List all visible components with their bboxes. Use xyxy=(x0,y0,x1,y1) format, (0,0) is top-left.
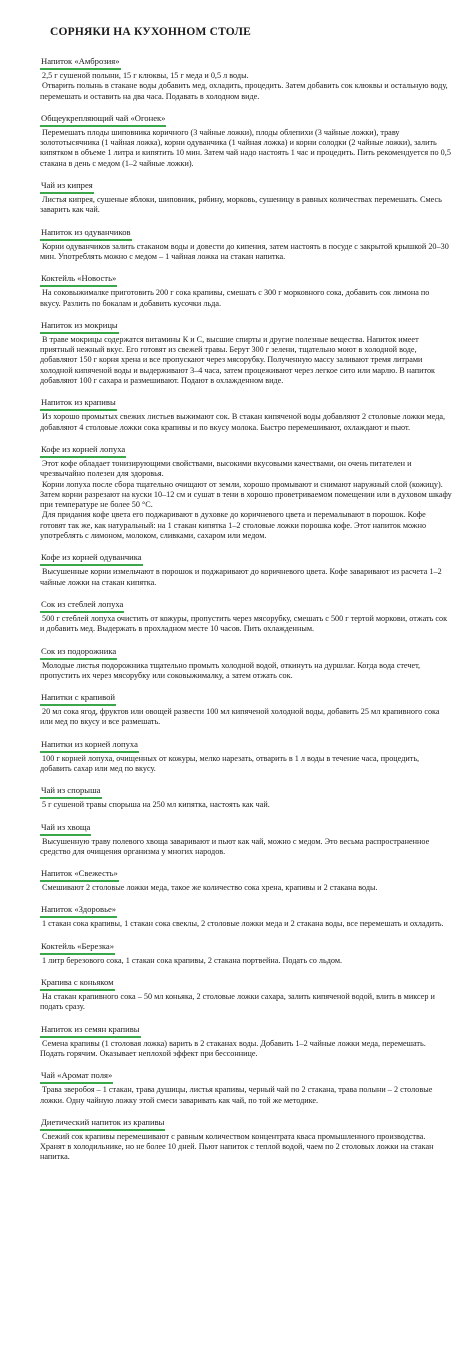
recipe-paragraph: Молодые листья подорожника тщательно промыть холодной водой, откинуть на дуршлаг. Когда вода стечет, пропустить их через мясорубку или соковыжималку, а затем отжать сок. xyxy=(40,660,421,680)
recipe-block xyxy=(40,1112,452,1163)
recipe-block xyxy=(40,972,452,1013)
recipe-text xyxy=(40,883,452,893)
recipe-title: Диетический напиток из крапивы xyxy=(40,1117,165,1131)
recipe-paragraph: Высушенную траву полевого хвоща заваривают и пьют как чай, можно с медом. Это весьма распространенное средство для очищения организма у многих народов. xyxy=(40,836,430,856)
recipe-title: Напиток из мокрицы xyxy=(40,320,119,334)
recipe-title: Коктейль «Березка» xyxy=(40,941,115,955)
recipe-block xyxy=(40,392,452,433)
recipe-title: Сок из стеблей лопуха xyxy=(40,599,124,613)
recipe-paragraph: 5 г сушеной травы спорыша на 250 мл кипятка, настоять как чай. xyxy=(42,800,270,810)
recipe-text xyxy=(40,956,452,966)
recipe-title: Напиток «Здоровье» xyxy=(40,904,117,918)
recipe-title: Напиток «Амброзия» xyxy=(40,56,121,70)
recipe-paragraph: Семена крапивы (1 столовая ложка) варить в 2 стаканах воды. Добавить 1–2 чайные ложки меда, перемешать. Подать горячим. Оказывает неплохой эффект при бессоннице. xyxy=(40,1038,426,1058)
recipe-paragraph: Этот кофе обладает тонизирующими свойствами, высокими вкусовыми качествами, он очень питателен и чрезвычайно полезен для здоровья. xyxy=(40,458,412,479)
recipe-text xyxy=(40,1039,452,1060)
recipe-text xyxy=(40,128,452,169)
recipe-title: Напиток «Свежесть» xyxy=(40,868,119,882)
recipe-text xyxy=(40,71,452,102)
recipe-title: Кофе из корней одуванчика xyxy=(40,552,143,566)
recipe-block xyxy=(40,641,452,682)
recipe-title: Сок из подорожника xyxy=(40,646,117,660)
recipe-paragraph: 100 г корней лопуха, очищенных от кожуры, мелко нарезать, отварить в 1 л воды в течение часа, процедить, добавить сахар или мед по вкусу. xyxy=(40,753,420,773)
recipe-paragraph: Корни одуванчиков залить стаканом воды и довести до кипения, затем настоять в посуде с закрытой крышкой 20–30 мин. Употреблять можно с медом – 1 чайная ложка на стакан напитка. xyxy=(40,241,449,261)
recipe-text xyxy=(40,195,452,216)
recipe-text xyxy=(40,242,452,263)
recipe-block xyxy=(40,51,452,102)
recipe-block xyxy=(40,268,452,309)
recipe-paragraph: Корни лопуха после сбора тщательно очищают от земли, хорошо промывают и снимают наружный слой (кожицу). Затем корни разрезают на куски 10–12 см и сушат в тени в хорошо проветриваемом помещении или в духовом шкафу при температуре не более 50 °С. xyxy=(40,479,452,510)
recipe-block xyxy=(40,547,452,588)
recipe-paragraph: В траве мокрицы содержатся витамины К и С, высшие спирты и другие полезные вещества. Напиток имеет приятный нежный вкус. Его готовят из свежей травы. Берут 300 г зелени, тщательно моют в холодной воде, добавляют 150 г корня хрена и все пропускают через мясорубку. Полученную массу заливают тремя литрами холодной кипяченой воды и выдерживают 3–4 часа, затем процеживают через легкое сито или марлю. В напиток добавляют 100 г сахара и размешивают. Подают в охлажденном виде. xyxy=(40,334,436,386)
recipe-block xyxy=(40,687,452,728)
recipe-paragraph: 1 литр березового сока, 1 стакан сока крапивы, 2 стакана портвейна. Подать со льдом. xyxy=(42,955,343,965)
recipe-title: Напитки с крапивой xyxy=(40,692,116,706)
recipe-paragraph: Из хорошо промытых свежих листьев выжимают сок. В стакан кипяченой воды добавляют 2 столовые ложки меда, добавляют 4 столовые ложки сока крапивы и по вкусу молока. Быстро перемешивают, охлаждают и пьют. xyxy=(40,412,446,432)
recipe-block xyxy=(40,863,452,893)
recipe-block xyxy=(40,439,452,541)
recipe-title: Чай из спорыша xyxy=(40,785,102,799)
recipe-block xyxy=(40,1019,452,1060)
recipe-text xyxy=(40,661,452,682)
recipe-text xyxy=(40,412,452,433)
recipe-text xyxy=(40,707,452,728)
recipe-paragraph: Свежий сок крапивы перемешивают с равным количеством концентрата кваса промышленного производства. Хранят в холодильнике, но не более 10 дней. Пьют напиток с теплой водой, чаем по 2 столовых ложки на стакан напитка. xyxy=(40,1131,434,1162)
recipe-list xyxy=(40,51,452,1163)
recipe-block xyxy=(40,594,452,635)
recipe-paragraph: Высушенные корни измельчают в порошок и поджаривают до коричневого цвета. Кофе заваривают из расчета 1–2 чайные ложки на стакан кипятка. xyxy=(40,567,442,587)
recipe-paragraph: 1 стакан сока крапивы, 1 стакан сока свеклы, 2 столовые ложки меда и 2 стакана воды, все перемешать и охладить. xyxy=(42,919,444,929)
recipe-text xyxy=(40,614,452,635)
recipe-text xyxy=(40,754,452,775)
recipe-title: Чай из хвоща xyxy=(40,822,91,836)
recipe-block xyxy=(40,817,452,858)
recipe-text xyxy=(40,919,452,929)
recipe-block xyxy=(40,222,452,263)
recipe-paragraph: Для придания кофе цвета его поджаривают в духовке до коричневого цвета и перемалывают в порошок. Кофе готовят так же, как натуральный: на 1 стакан кипятка 1–2 столовые ложки порошка кофе. Этот напиток можно употреблять с лимоном, молоком, сливками, сахаром или медом. xyxy=(40,510,427,541)
recipe-title: Напиток из крапивы xyxy=(40,397,117,411)
recipe-paragraph: Трава зверобоя – 1 стакан, трава душицы, листья крапивы, черный чай по 2 стакана, трава полыни – 2 столовые ложки. Одну чайную ложку этой смеси заваривать как чай, по той же методике. xyxy=(40,1085,433,1105)
recipe-text xyxy=(40,1085,452,1106)
recipe-title: Кофе из корней лопуха xyxy=(40,444,126,458)
recipe-paragraph: Отварить полынь в стакане воды добавить мед, охладить, процедить. Затем добавить сок клюквы и остальную воду, перемешать и оставить на два часа. Подавать в холодном виде. xyxy=(40,81,448,101)
recipe-paragraph: Смешивают 2 столовые ложки меда, такое же количество сока хрена, крапивы и 2 стакана воды. xyxy=(42,883,378,893)
recipe-text xyxy=(40,837,452,858)
recipe-text xyxy=(40,567,452,588)
recipe-text xyxy=(40,1132,452,1163)
recipe-title: Напиток из семян крапивы xyxy=(40,1024,141,1038)
recipe-block xyxy=(40,108,452,169)
recipe-text xyxy=(40,992,452,1013)
recipe-block xyxy=(40,780,452,810)
recipe-title: Чай «Аромат поля» xyxy=(40,1070,113,1084)
recipe-paragraph: Перемешать плоды шиповника коричного (3 чайные ложки), плоды облепихи (3 чайные ложки), траву золототысячника (1 чайная ложка), корни одуванчика (1 чайная ложка) и корни солодки (2 чайные ложки), залить кипятком в объеме 1 литра и кипятить 10 мин. Затем чай надо настоять 1 час и процедить. Пить рекомендуется по 0,5 стакана в день с медом (1–2 чайные ложки). xyxy=(40,127,451,168)
recipe-block xyxy=(40,734,452,775)
recipe-title: Напиток из одуванчиков xyxy=(40,227,132,241)
recipe-title: Общеукрепляющий чай «Огонек» xyxy=(40,113,166,127)
recipe-title: Крапива с коньяком xyxy=(40,977,115,991)
recipe-paragraph: 500 г стеблей лопуха очистить от кожуры, пропустить через мясорубку, смешать с 500 г тертой моркови, отжать сок и добавить мед. Выдержать в прохладном месте 10 часов. Пить охлажденным. xyxy=(40,613,448,634)
recipe-block xyxy=(40,936,452,966)
recipe-text xyxy=(40,800,452,810)
recipe-block xyxy=(40,1065,452,1106)
recipe-text xyxy=(40,288,452,309)
recipe-text xyxy=(40,459,452,541)
recipe-text xyxy=(40,335,452,386)
recipe-paragraph: На соковыжималке приготовить 200 г сока крапивы, смешать с 300 г морковного сока, добавить сок лимона по вкусу. Разлить по бокалам и добавить кусочки льда. xyxy=(40,288,430,308)
recipe-title: Чай из кипрея xyxy=(40,180,94,194)
recipe-paragraph: 2,5 г сушеной полыни, 15 г клюквы, 15 г меда и 0,5 л воды. xyxy=(42,71,249,80)
recipe-block xyxy=(40,175,452,216)
recipe-block xyxy=(40,315,452,386)
recipe-block xyxy=(40,899,452,929)
recipe-paragraph: Листья кипрея, сушеные яблоки, шиповник, рябину, морковь, сушеницу в равных количествах перемешать. Смесь заварить как чай. xyxy=(40,195,442,215)
document-title: СОРНЯКИ НА КУХОННОМ СТОЛЕ xyxy=(50,26,252,38)
recipe-paragraph: На стакан крапивного сока – 50 мл коньяка, 2 столовые ложки сахара, залить кипяченой водой, влить в миксер и подать сразу. xyxy=(40,992,435,1012)
recipe-title: Коктейль «Новость» xyxy=(40,273,117,287)
recipe-paragraph: 20 мл сока ягод, фруктов или овощей развести 100 мл кипяченой холодной воды, добавить 25 мл крапивного сока или мед по вкусу и все размешать. xyxy=(40,707,440,727)
recipe-title: Напитки из корней лопуха xyxy=(40,739,139,753)
